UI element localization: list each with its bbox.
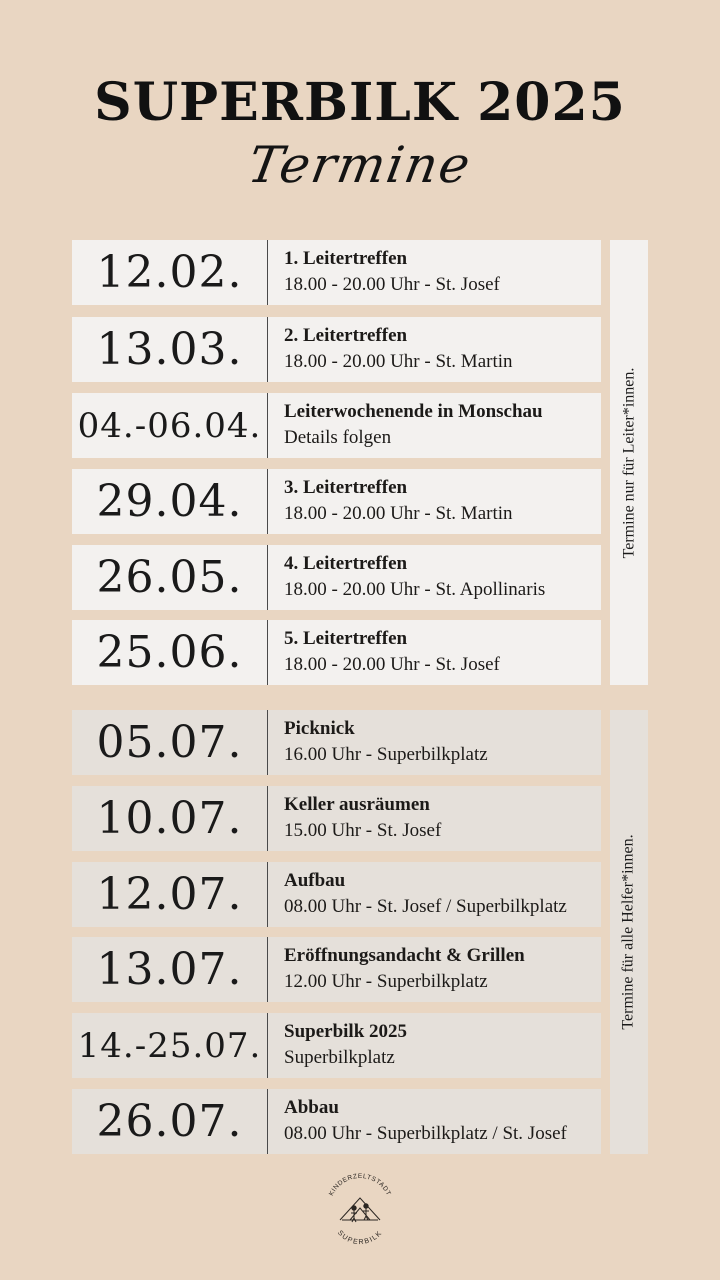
page-subtitle: Termine xyxy=(243,136,477,194)
helper-side-label xyxy=(610,710,648,1154)
event-date: 25.06. xyxy=(72,620,268,685)
kinderzeltstadt-logo xyxy=(320,1168,400,1248)
event-row xyxy=(72,786,601,851)
event-detail: 18.00 - 20.00 Uhr - St. Martin xyxy=(284,350,513,372)
event-detail: 08.00 Uhr - St. Josef / Superbilkplatz xyxy=(284,895,567,917)
event-title: Picknick xyxy=(284,717,355,739)
event-row xyxy=(72,620,601,685)
event-date: 12.07. xyxy=(72,862,268,927)
event-detail: Superbilkplatz xyxy=(284,1046,395,1068)
event-title: Eröffnungsandacht & Grillen xyxy=(284,944,525,966)
event-date: 13.07. xyxy=(72,937,268,1002)
event-detail: 16.00 Uhr - Superbilkplatz xyxy=(284,743,488,765)
event-title: 3. Leitertreffen xyxy=(284,476,408,498)
event-row xyxy=(72,393,601,458)
event-title: Abbau xyxy=(284,1096,339,1118)
event-detail: Details folgen xyxy=(284,426,392,448)
event-title: Aufbau xyxy=(284,869,346,891)
event-date: 29.04. xyxy=(72,469,268,534)
event-date: 12.02. xyxy=(72,240,268,305)
event-row xyxy=(72,862,601,927)
side-label-text: Termine für alle Helfer*innen. xyxy=(620,834,638,1030)
event-title: Superbilk 2025 xyxy=(284,1020,408,1042)
event-row xyxy=(72,545,601,610)
event-row xyxy=(72,710,601,775)
event-title: 2. Leitertreffen xyxy=(284,324,408,346)
event-detail: 18.00 - 20.00 Uhr - St. Apollinaris xyxy=(284,578,546,600)
event-row xyxy=(72,1013,601,1078)
logo-top-text: KINDERZELTSTADT xyxy=(327,1172,393,1198)
event-title: Leiterwochenende in Monschau xyxy=(284,400,543,422)
leader-side-label xyxy=(610,240,648,685)
event-date: 14.-25.07. xyxy=(72,1013,268,1078)
event-date: 13.03. xyxy=(72,317,268,382)
event-date: 10.07. xyxy=(72,786,268,851)
side-label-text: Termine nur für Leiter*innen. xyxy=(620,367,637,558)
event-title: 4. Leitertreffen xyxy=(284,552,408,574)
event-detail: 08.00 Uhr - Superbilkplatz / St. Josef xyxy=(284,1122,567,1144)
event-row xyxy=(72,317,601,382)
event-title: 1. Leitertreffen xyxy=(284,247,408,269)
event-title: Keller ausräumen xyxy=(284,793,430,815)
event-detail: 15.00 Uhr - St. Josef xyxy=(284,819,442,841)
svg-text:KINDERZELTSTADT xyxy=(328,1173,392,1197)
page-title: SUPERBILK 2025 xyxy=(94,72,626,133)
event-detail: 12.00 Uhr - Superbilkplatz xyxy=(284,970,488,992)
event-detail: 18.00 - 20.00 Uhr - St. Martin xyxy=(284,502,513,524)
logo-bottom-text: SUPERBILK xyxy=(335,1229,385,1247)
event-date: 04.-06.04. xyxy=(72,393,268,458)
event-title: 5. Leitertreffen xyxy=(284,627,408,649)
svg-text:SUPERBILK xyxy=(336,1229,384,1246)
event-row xyxy=(72,1089,601,1154)
event-row xyxy=(72,469,601,534)
event-detail: 18.00 - 20.00 Uhr - St. Josef xyxy=(284,273,500,295)
event-date: 26.07. xyxy=(72,1089,268,1154)
event-detail: 18.00 - 20.00 Uhr - St. Josef xyxy=(284,653,500,675)
event-row xyxy=(72,240,601,305)
event-date: 26.05. xyxy=(72,545,268,610)
event-row xyxy=(72,937,601,1002)
event-date: 05.07. xyxy=(72,710,268,775)
